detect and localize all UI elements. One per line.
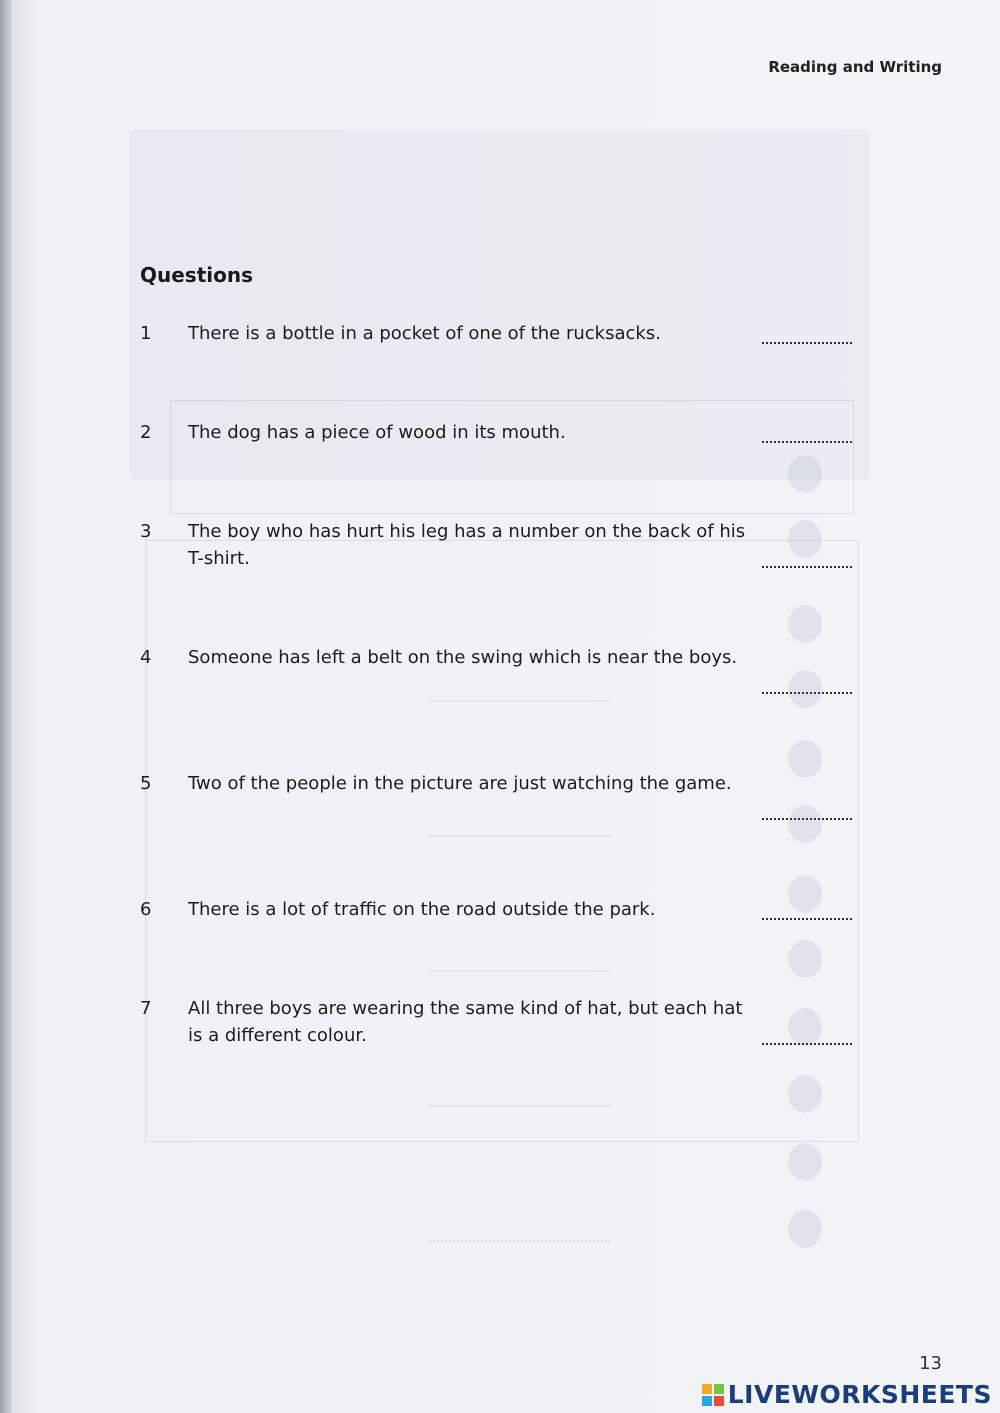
logo-square-blue xyxy=(702,1396,712,1406)
question-text: There is a lot of traffic on the road outside the park. xyxy=(188,899,656,920)
section-header: Reading and Writing xyxy=(768,58,942,76)
show-through-example-box xyxy=(170,400,854,514)
question-number: 6 xyxy=(140,899,152,920)
question-item xyxy=(140,896,852,926)
logo-square-green xyxy=(714,1384,724,1394)
logo-wordmark: LIVEWORKSHEETS xyxy=(727,1380,992,1409)
question-text: Someone has left a belt on the swing which is near the boys. xyxy=(188,647,738,668)
answer-blank[interactable] xyxy=(762,1043,852,1045)
page-number: 13 xyxy=(919,1353,942,1374)
show-through-face-icon xyxy=(788,605,822,643)
question-number: 2 xyxy=(140,422,152,443)
question-number: 3 xyxy=(140,521,152,542)
question-number: 4 xyxy=(140,647,152,668)
show-through-face-icon xyxy=(788,1075,822,1113)
question-text: The dog has a piece of wood in its mouth. xyxy=(188,422,566,443)
question-number: 5 xyxy=(140,773,152,794)
logo-squares-icon xyxy=(702,1384,724,1406)
book-spine-shadow xyxy=(0,0,12,1413)
question-text: All three boys are wearing the same kind of hat, but each hat is a different colour. xyxy=(188,998,743,1046)
show-through-face-icon xyxy=(788,1210,822,1248)
question-item xyxy=(140,518,852,574)
answer-blank[interactable] xyxy=(762,918,852,920)
question-item xyxy=(140,644,852,700)
questions-heading: Questions xyxy=(140,263,254,287)
answer-blank[interactable] xyxy=(762,441,852,443)
answer-blank[interactable] xyxy=(762,818,852,820)
question-item xyxy=(140,995,852,1051)
logo-square-red xyxy=(714,1396,724,1406)
question-item xyxy=(140,419,852,449)
answer-blank[interactable] xyxy=(762,566,852,568)
liveworksheets-logo xyxy=(702,1380,992,1409)
question-item xyxy=(140,320,852,350)
question-number: 7 xyxy=(140,998,152,1019)
answer-blank[interactable] xyxy=(762,692,852,694)
show-through-line xyxy=(430,970,610,972)
show-through-answer-box xyxy=(145,540,859,1142)
show-through-line xyxy=(430,1105,610,1107)
show-through-line xyxy=(430,700,610,702)
question-number: 1 xyxy=(140,323,152,344)
question-text: Two of the people in the picture are just watching the game. xyxy=(188,773,732,794)
question-item xyxy=(140,770,852,826)
show-through-line xyxy=(430,1240,610,1242)
show-through-face-icon xyxy=(788,455,822,493)
logo-square-orange xyxy=(702,1384,712,1394)
question-text: There is a bottle in a pocket of one of the rucksacks. xyxy=(188,323,661,344)
question-text: The boy who has hurt his leg has a number on the back of his T-shirt. xyxy=(188,521,746,569)
show-through-face-icon xyxy=(788,1143,822,1181)
show-through-face-icon xyxy=(788,940,822,978)
show-through-line xyxy=(430,835,610,837)
answer-blank[interactable] xyxy=(762,342,852,344)
